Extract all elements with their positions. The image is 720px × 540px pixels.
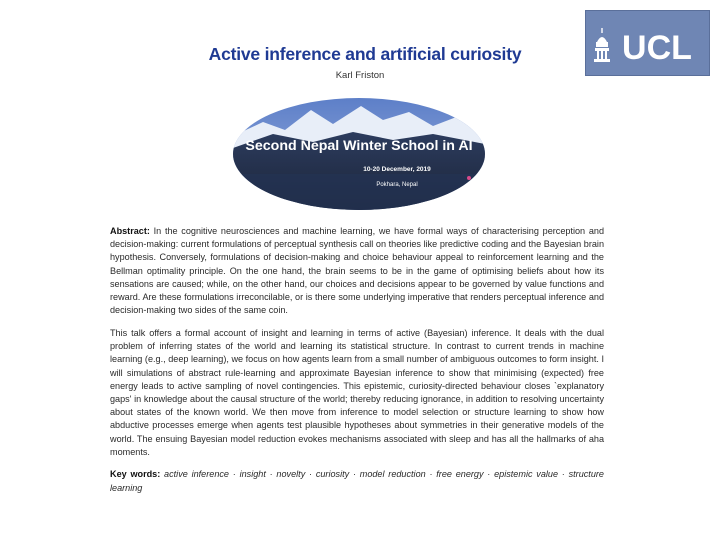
abstract-paragraph [110,225,604,317]
keywords-label: Key words: [110,469,161,480]
slide-title: Active inference and artificial curiosity [208,44,522,64]
keywords-text: active inference · insight · novelty · curiosity · model reduction · free energy · epistemic value · structure learning [110,469,604,493]
mountain-photo [233,98,485,210]
abstract-text: In the cognitive neurosciences and machine learning, we have formal ways of characterising perception and decision-making: current formulations of perceptual synthesis call on theories like predictive coding and the Bayesian brain hypothesis. Conversely, formulations of decision-making and choice behaviour appeal to reinforcement learning and the Bellman optimality principle. On the one hand, the brain seems to be in the game of optimising beliefs about how its sensations are caused; while, on the other hand, our choices and decisions appear to be governed by value functions and reward. Are these formulations irreconcilable, or is there some underlying imperative that renders perceptual inference and decision-making two sides of the same coin. [110,226,604,316]
body-paragraph: This talk offers a formal account of insight and learning in terms of active (Bayesian) inference. It deals with the dual problem of inferring states of the world and learning its statistical structure. In contrast to current trends in machine learning (e.g., deep learning), we focus on how agents learn from a small number of ambiguous outcomes to form insight. I will simulations of abstract rule-learning and approximate Bayesian inference to show that minimising (expected) free energy leads to active sampling of novel contingencies. This epistemic, curiosity-directed behaviour closes `explanatory gaps' in knowledge about the causal structure of the world; thereby reducing ignorance, in addition to resolving uncertainty about states of the known world. We then move from inference to model selection or structure learning to show how abductive processes emerge when agents test plausible hypotheses about symmetries in their generative models of the world. The ensuing Bayesian model reduction evokes mechanisms associated with sleep and has all the hallmarks of aha moments. [110,327,604,457]
abstract-label: Abstract: [110,226,150,236]
ucl-dome-icon [589,18,707,68]
keywords-paragraph [110,468,604,494]
ucl-logo [585,10,710,76]
logo-text: UCL [621,29,692,67]
banner-dates: 10-20 December, 2019 [363,166,431,173]
author-name: Karl Friston [335,70,385,81]
event-banner [233,98,485,210]
banner-location: Pokhara, Nepal [376,182,418,188]
talk-description [110,225,604,504]
banner-headline: Second Nepal Winter School in AI [245,138,473,154]
